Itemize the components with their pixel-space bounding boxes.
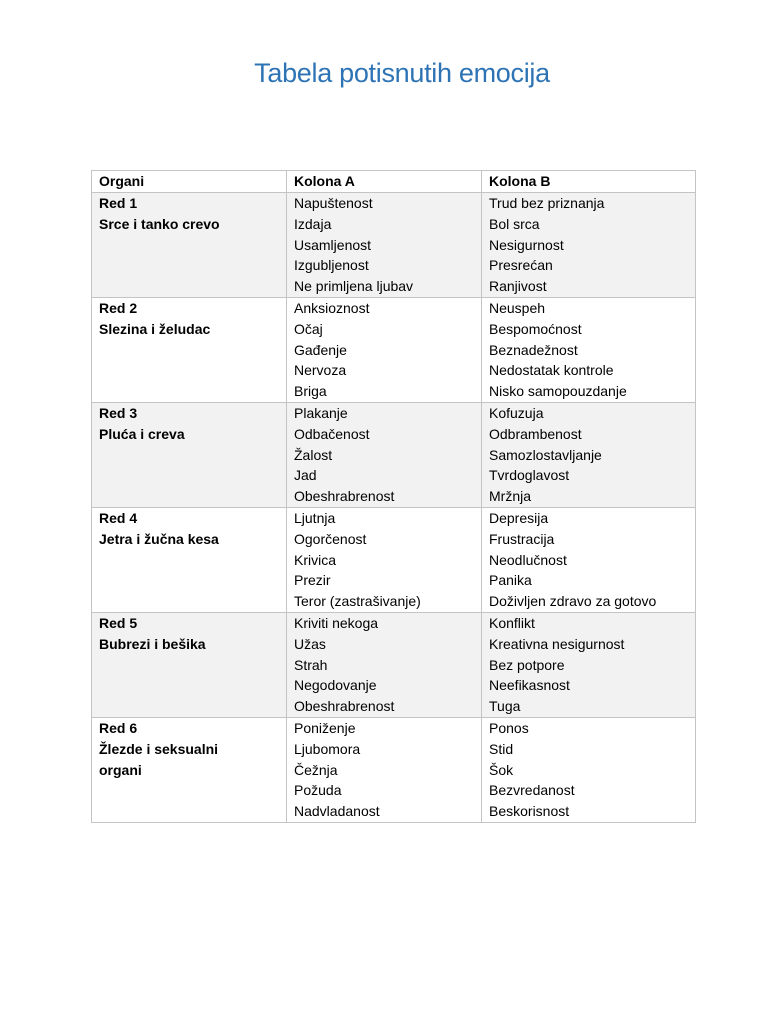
emotion-item: Teror (zastrašivanje) (294, 593, 421, 610)
table-row (92, 717, 696, 822)
organ-cell (92, 193, 287, 298)
emotion-item: Stid (489, 740, 514, 757)
emotion-item: Bez potpore (489, 656, 565, 673)
emotion-item: Neuspeh (489, 299, 546, 316)
organ-name: Pluća i creva (99, 425, 185, 442)
emotion-item: Prezir (294, 572, 331, 589)
column-a-cell (287, 612, 482, 717)
emotion-item: Šok (489, 761, 514, 778)
emotion-item: Usamljenost (294, 236, 372, 253)
row-number: Red 5 (99, 614, 138, 631)
emotion-item: Presrećan (489, 257, 553, 274)
table-row (92, 193, 696, 298)
emotion-item: Krivica (294, 551, 337, 568)
emotion-item: Tuga (489, 698, 521, 715)
emotion-item: Ljubomora (294, 740, 361, 757)
row-number: Red 4 (99, 509, 138, 526)
emotion-item: Beznadežnost (489, 341, 578, 358)
emotion-item: Poniženje (294, 719, 356, 736)
column-a-cell (287, 193, 482, 298)
emotion-item: Strah (294, 656, 328, 673)
emotion-item: Briga (294, 383, 327, 400)
emotion-item: Samozlostavljanje (489, 446, 602, 463)
emotion-item: Panika (489, 572, 532, 589)
organ-name: organi (99, 761, 142, 778)
row-number: Red 6 (99, 719, 138, 736)
organ-cell (92, 717, 287, 822)
emotion-item: Plakanje (294, 404, 348, 421)
column-b-cell (482, 402, 696, 507)
row-number: Red 2 (99, 299, 138, 316)
row-number: Red 3 (99, 404, 138, 421)
table-row (92, 612, 696, 717)
emotion-item: Ranjivost (489, 278, 547, 295)
column-b-cell (482, 193, 696, 298)
emotion-item: Nisko samopouzdanje (489, 383, 627, 400)
emotion-item: Izdaja (294, 215, 332, 232)
emotion-item: Izgubljenost (294, 257, 369, 274)
emotion-item: Jad (294, 467, 317, 484)
organ-name: Bubrezi i bešika (99, 635, 206, 652)
table-row (92, 507, 696, 612)
column-a-cell (287, 717, 482, 822)
organ-name: Slezina i želudac (99, 320, 211, 337)
emotion-item: Kreativna nesigurnost (489, 635, 625, 652)
emotion-item: Užas (294, 635, 326, 652)
header-column-b: Kolona B (482, 171, 696, 193)
emotion-item: Doživljen zdravo za gotovo (489, 593, 657, 610)
emotion-item: Odbačenost (294, 425, 370, 442)
organ-cell (92, 402, 287, 507)
header-column-a: Kolona A (287, 171, 482, 193)
organ-cell (92, 612, 287, 717)
column-a-cell (287, 507, 482, 612)
organ-name: Srce i tanko crevo (99, 215, 220, 232)
emotion-item: Frustracija (489, 530, 555, 547)
emotions-table (91, 170, 696, 823)
column-b-cell (482, 507, 696, 612)
emotion-item: Tvrdoglavost (489, 467, 570, 484)
emotion-item: Mržnja (489, 488, 532, 505)
emotion-item: Konflikt (489, 614, 535, 631)
emotion-item: Čežnja (294, 761, 338, 778)
emotion-item: Gađenje (294, 341, 347, 358)
emotion-item: Ljutnja (294, 509, 336, 526)
emotion-item: Obeshrabrenost (294, 488, 395, 505)
emotion-item: Odbrambenost (489, 425, 582, 442)
column-b-cell (482, 717, 696, 822)
header-organs: Organi (92, 171, 287, 193)
emotion-item: Trud bez priznanja (489, 195, 605, 211)
emotion-item: Obeshrabrenost (294, 698, 395, 715)
column-b-cell (482, 612, 696, 717)
document-title: Tabela potisnutih emocija (254, 58, 550, 88)
organ-cell (92, 297, 287, 402)
column-a-cell (287, 297, 482, 402)
emotion-item: Neefikasnost (489, 677, 570, 694)
emotion-item: Bespomoćnost (489, 320, 582, 337)
emotion-item: Neodlučnost (489, 551, 567, 568)
column-b-cell (482, 297, 696, 402)
emotion-item: Nadvladanost (294, 803, 380, 820)
row-number: Red 1 (99, 195, 138, 211)
emotion-item: Ponos (489, 719, 529, 736)
organ-name: Žlezde i seksualni (99, 740, 219, 757)
table-header-row (92, 171, 696, 193)
emotion-item: Anksioznost (294, 299, 370, 316)
emotion-item: Depresija (489, 509, 549, 526)
column-a-cell (287, 402, 482, 507)
emotion-item: Požuda (294, 782, 342, 799)
organ-name: Jetra i žučna kesa (99, 530, 219, 547)
emotion-item: Ogorčenost (294, 530, 367, 547)
table-row (92, 297, 696, 402)
emotion-item: Napuštenost (294, 195, 373, 211)
emotion-item: Kriviti nekoga (294, 614, 379, 631)
emotion-item: Bol srca (489, 215, 540, 232)
table-row (92, 402, 696, 507)
organ-cell (92, 507, 287, 612)
emotion-item: Bezvredanost (489, 782, 575, 799)
emotion-item: Negodovanje (294, 677, 377, 694)
emotion-item: Nesigurnost (489, 236, 564, 253)
emotion-item: Ne primljena ljubav (294, 278, 414, 295)
emotion-item: Nedostatak kontrole (489, 362, 614, 379)
emotion-item: Žalost (294, 446, 333, 463)
emotion-item: Kofuzuja (489, 404, 544, 421)
emotion-item: Nervoza (294, 362, 347, 379)
emotion-item: Beskorisnost (489, 803, 570, 820)
emotion-item: Očaj (294, 320, 323, 337)
